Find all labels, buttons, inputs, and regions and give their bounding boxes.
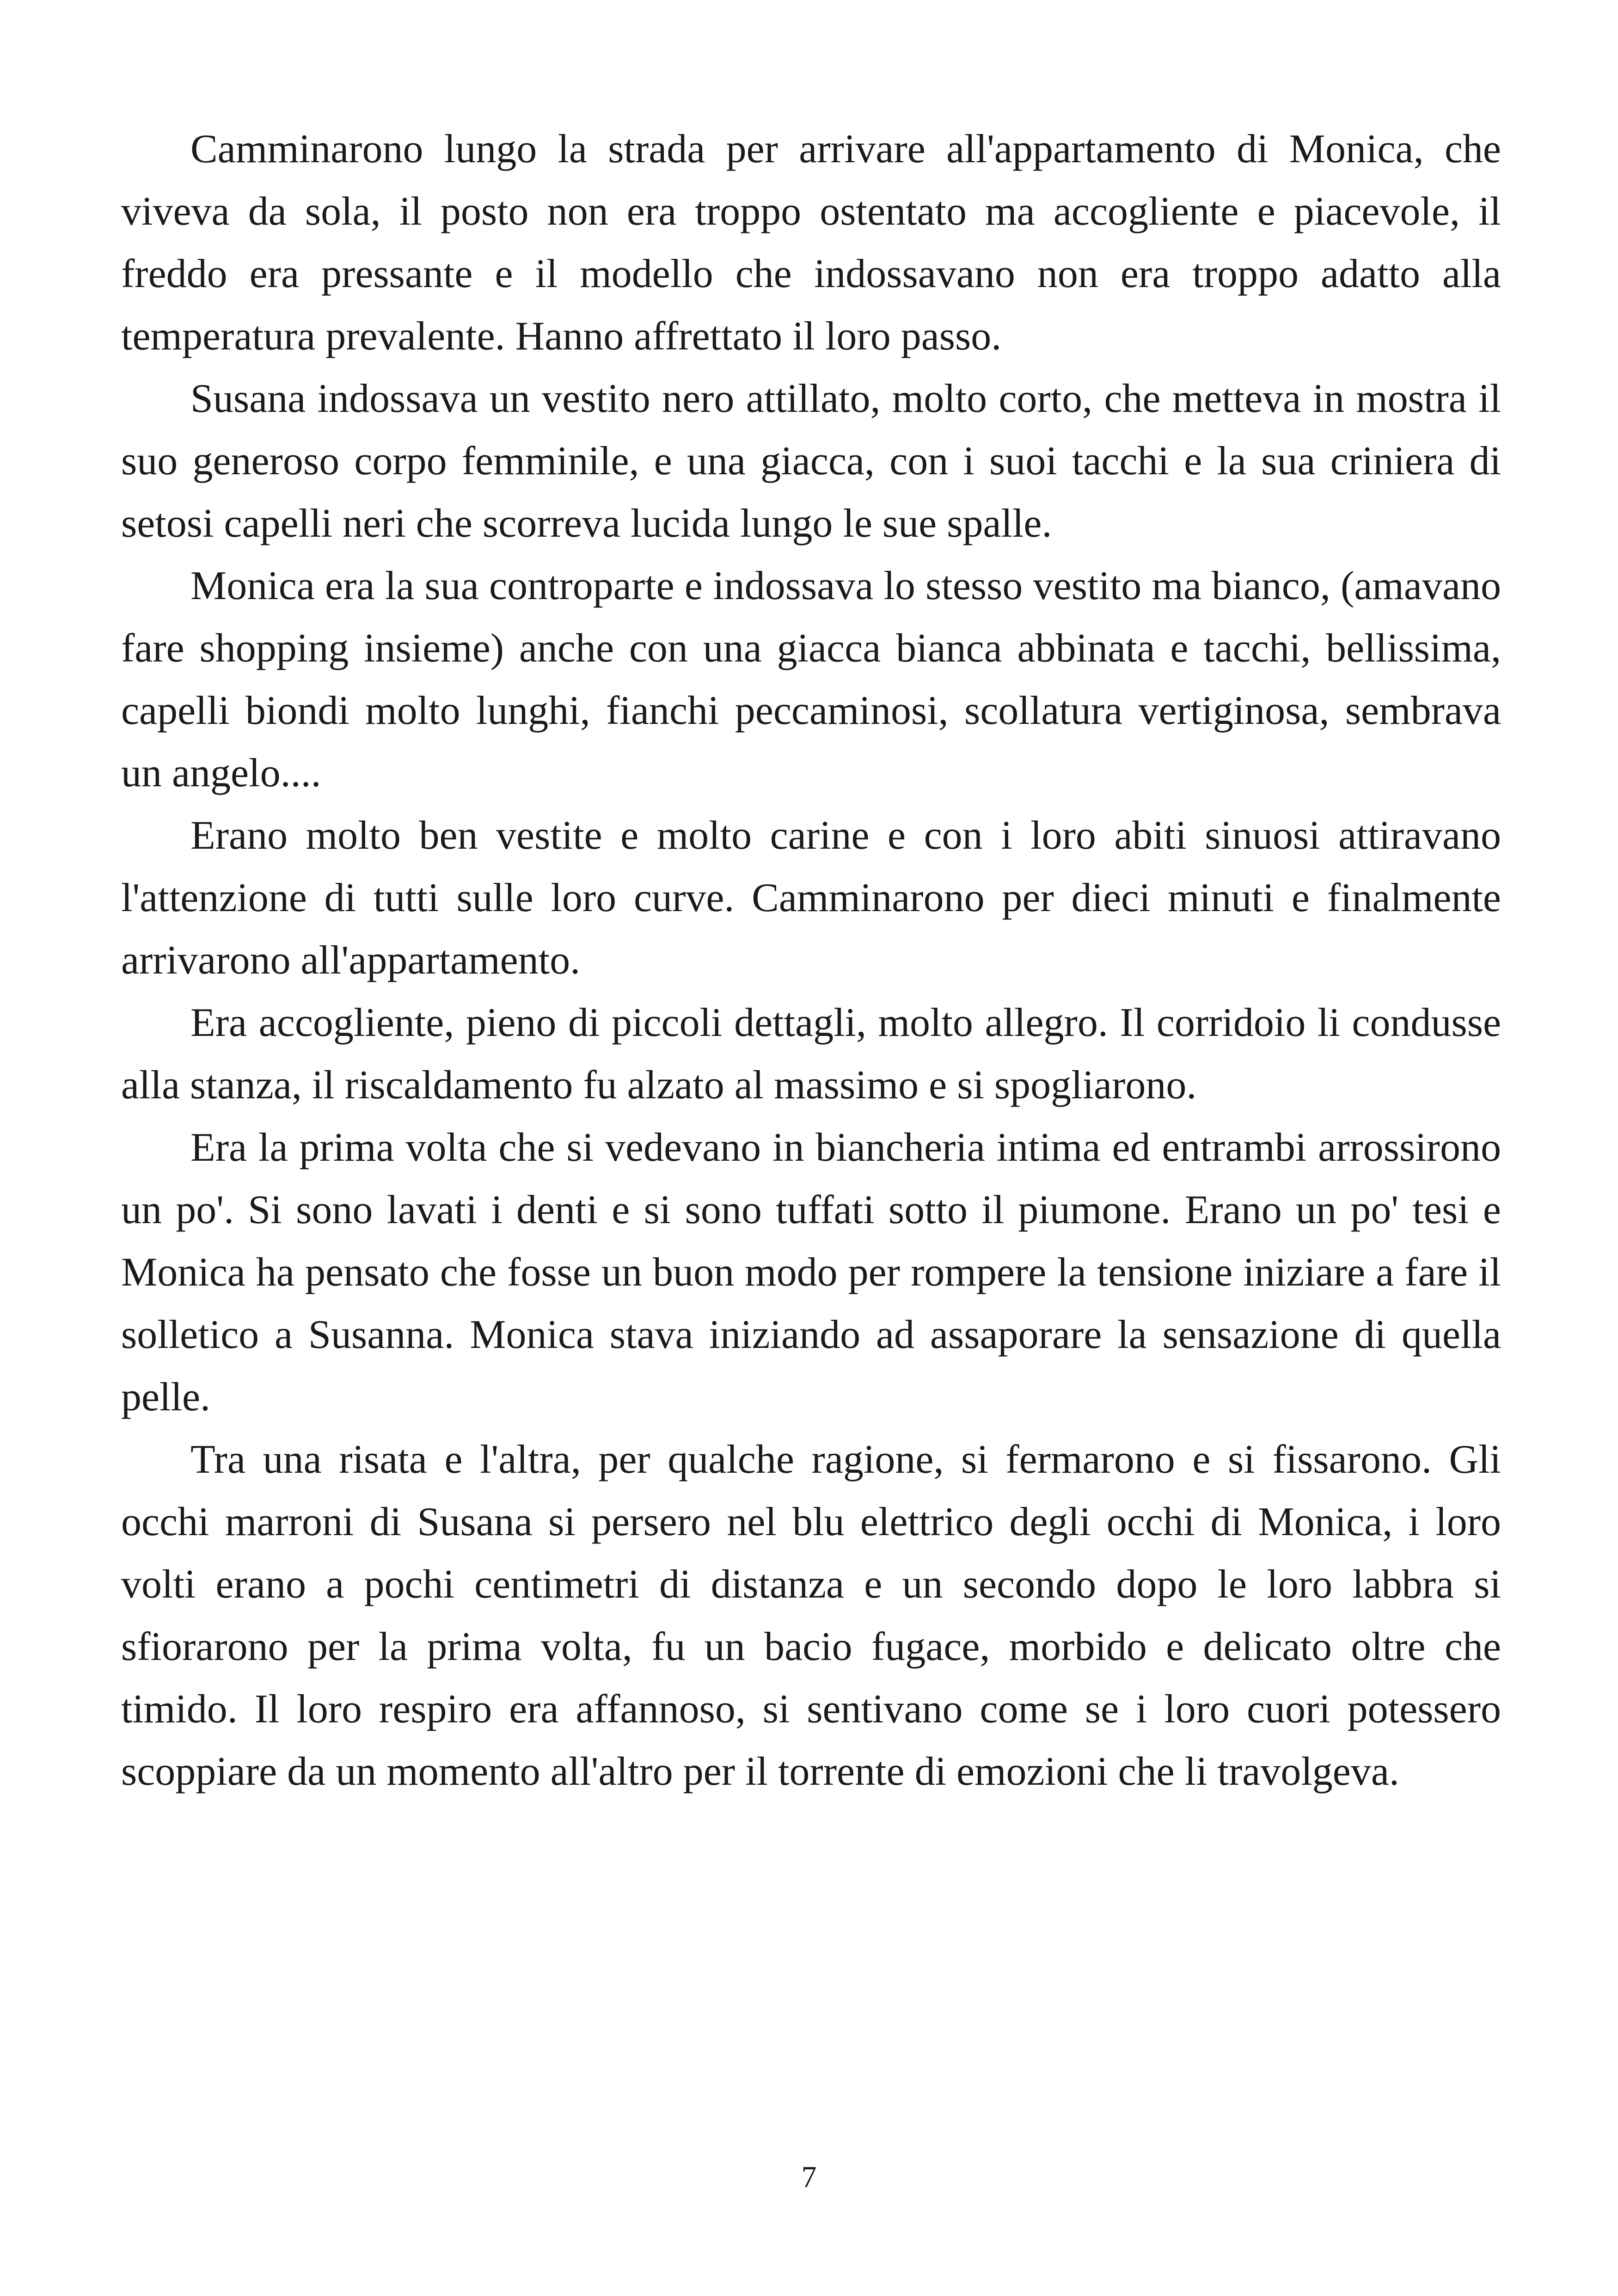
paragraph: Era la prima volta che si vedevano in biancheria intima ed entrambi arrossirono un po'. Si sono lavati i denti e si sono tuffati sotto il piumone. Erano un po' tesi e Monica ha pensato che fosse un buon modo per rompere la tensione iniziare a fare il solletico a Susanna. Monica stava iniziando ad assaporare la sensazione di quella pelle.	[121, 1125, 1501, 1420]
paragraph: Era accogliente, pieno di piccoli dettagli, molto allegro. Il corridoio li condusse alla stanza, il riscaldamento fu alzato al massimo e si spogliarono.	[121, 1000, 1501, 1108]
paragraph: Monica era la sua controparte e indossava lo stesso vestito ma bianco, (amavano fare shopping insieme) anche con una giacca bianca abbinata e tacchi, bellissima, capelli biondi molto lunghi, fianchi peccaminosi, scollatura vertiginosa, sembrava un angelo....	[121, 563, 1501, 796]
paragraph: Erano molto ben vestite e molto carine e con i loro abiti sinuosi attiravano l'attenzione di tutti sulle loro curve. Camminarono per dieci minuti e finalmente arrivarono all'appartamento.	[121, 813, 1501, 983]
paragraph: Susana indossava un vestito nero attillato, molto corto, che metteva in mostra il suo generoso corpo femminile, e una giacca, con i suoi tacchi e la sua criniera di setosi capelli neri che scorreva lucida lungo le sue spalle.	[121, 376, 1501, 546]
body-text	[121, 118, 1501, 1803]
paragraph: Camminarono lungo la strada per arrivare all'appartamento di Monica, che viveva da sola, il posto non era troppo ostentato ma accogliente e piacevole, il freddo era pressante e il modello che indossavano non era troppo adatto alla temperatura prevalente. Hanno affrettato il loro passo.	[121, 127, 1501, 359]
paragraph: Tra una risata e l'altra, per qualche ragione, si fermarono e si fissarono. Gli occhi marroni di Susana si persero nel blu elettrico degli occhi di Monica, i loro volti erano a pochi centimetri di distanza e un secondo dopo le loro labbra si sfiorarono per la prima volta, fu un bacio fugace, morbido e delicato oltre che timido. Il loro respiro era affannoso, si sentivano come se i loro cuori potessero scoppiare da un momento all'altro per il torrente di emozioni che li travolgeva.	[121, 1437, 1501, 1794]
page-number: 7	[801, 2160, 817, 2194]
